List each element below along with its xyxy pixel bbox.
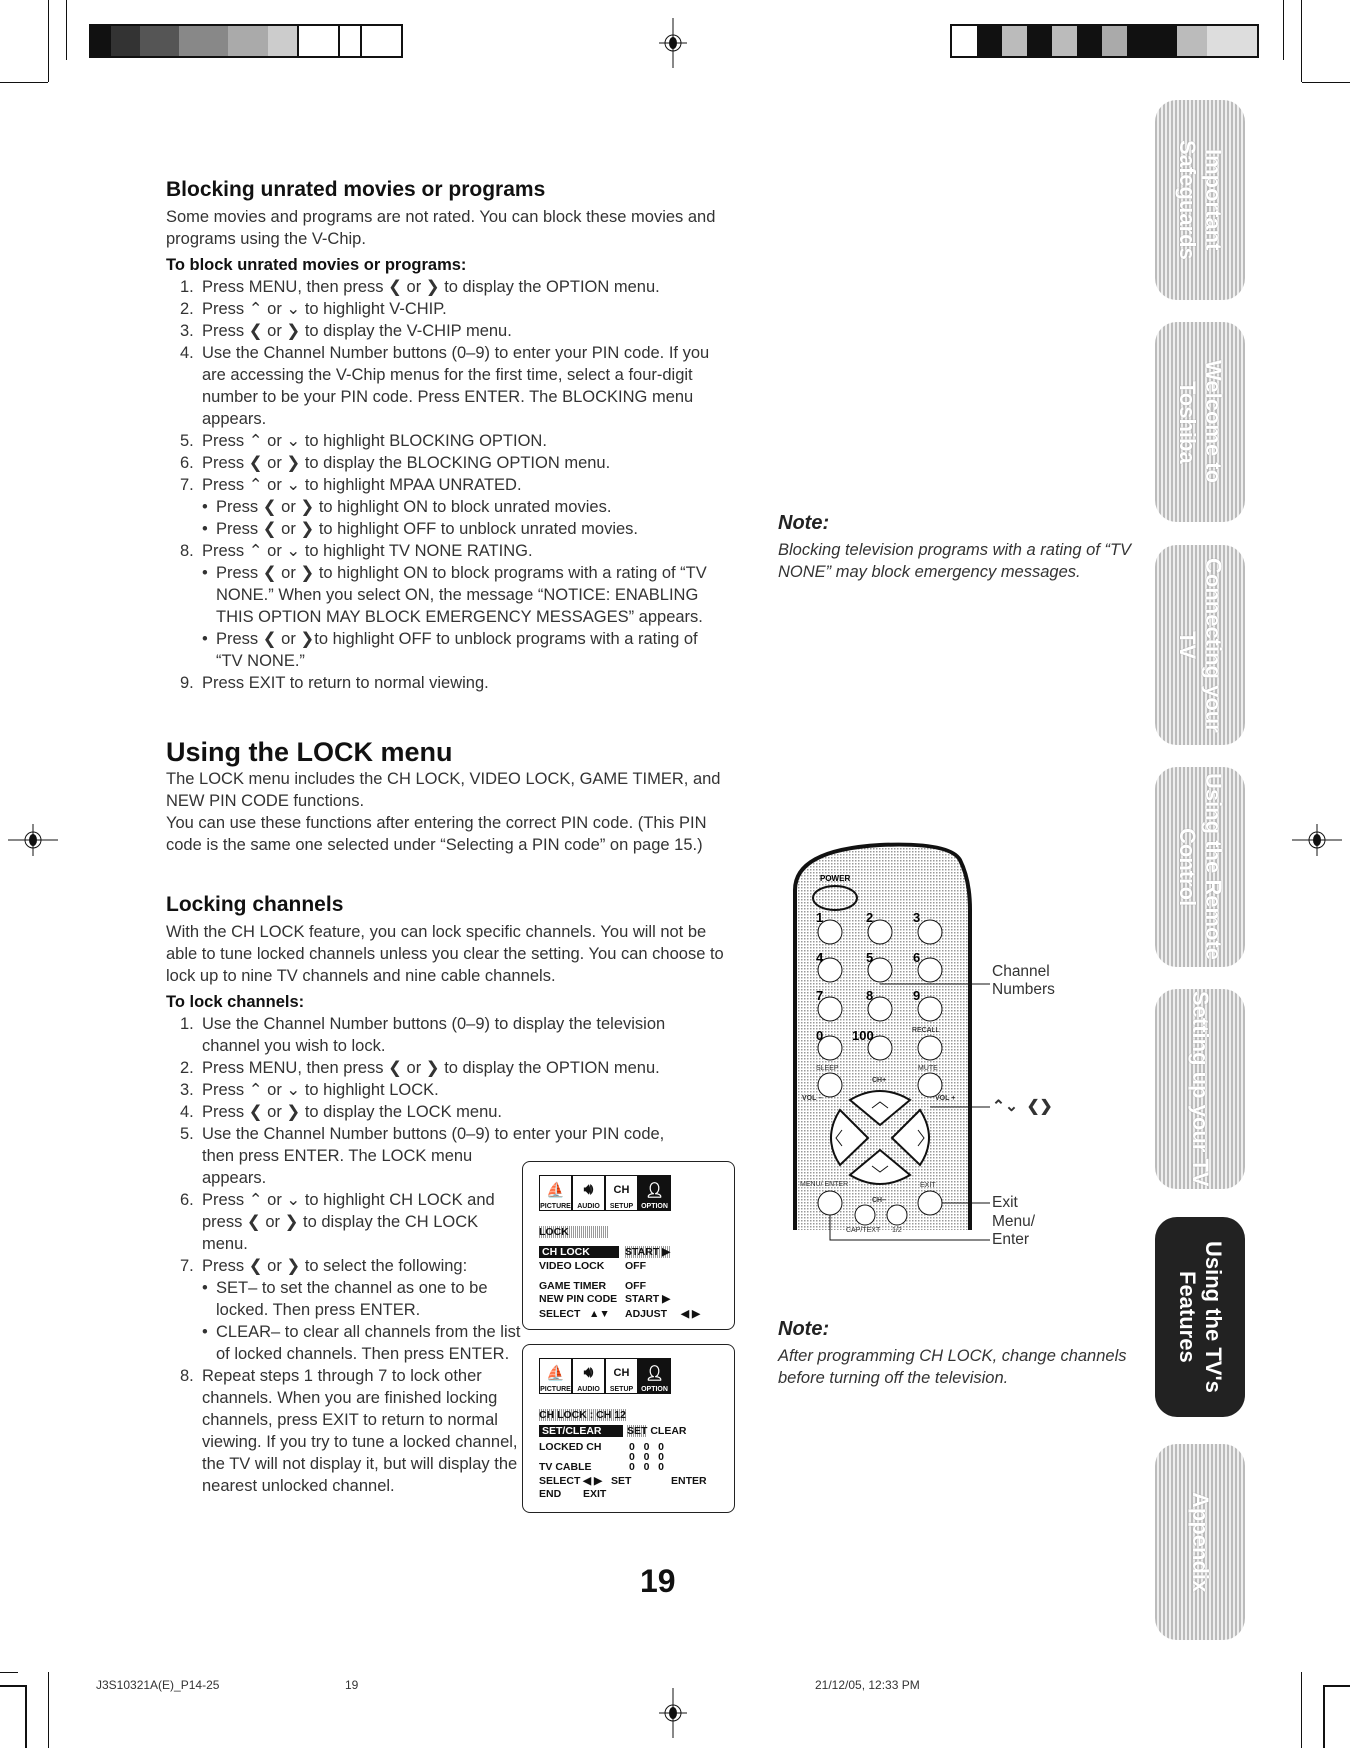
- svg-text:100: 100: [852, 1028, 874, 1043]
- crop-mark: [25, 1685, 27, 1748]
- section-heading: Blocking unrated movies or programs: [166, 178, 546, 201]
- menu-enter-label: MENU/ ENTER: [800, 1181, 849, 1188]
- section-heading: Using the LOCK menu: [166, 737, 453, 767]
- footer-label: SELECT: [539, 1475, 581, 1487]
- step-item: [166, 1255, 521, 1365]
- step-text: then press ENTER. The LOCK menu appears.: [202, 1147, 473, 1187]
- ch-up-label: CH+: [872, 1077, 887, 1084]
- side-tab-connecting[interactable]: [1155, 545, 1245, 745]
- footer-file: J3S10321A(E)_P14-25: [96, 1678, 220, 1692]
- step-item: [166, 1123, 726, 1145]
- side-tab-remote-control[interactable]: [1155, 767, 1245, 967]
- paragraph: You can use these functions after entering the correct PIN code. (This PIN code is the same one selected under “Selecting a PIN code” on page 15.): [166, 814, 707, 854]
- step-item: [166, 276, 726, 298]
- step-item: [166, 342, 726, 430]
- label-numbers: Numbers: [992, 981, 1055, 998]
- label-menu: Menu/: [992, 1213, 1036, 1230]
- menu-row-label: GAME TIMER: [539, 1280, 607, 1292]
- side-tab-label: Connecting your TV: [1175, 557, 1226, 733]
- step-text: Press ❮ or ❯ to display the BLOCKING OPTION menu.: [202, 454, 611, 472]
- footer-date: 21/12/05, 12:33 PM: [815, 1678, 920, 1692]
- svg-text:RECALL: RECALL: [912, 1027, 940, 1034]
- step-item: [166, 1365, 521, 1497]
- step-item: [166, 1079, 726, 1101]
- step-number: 1.: [180, 278, 194, 296]
- svg-text:6: 6: [913, 950, 921, 965]
- page-number: 19: [640, 1563, 676, 1599]
- crop-mark: [0, 1672, 18, 1673]
- step-text: Press ⌃ or ⌄ to highlight BLOCKING OPTION.: [202, 432, 547, 450]
- footer-label: SELECT: [539, 1308, 581, 1320]
- side-tab-tv-features[interactable]: [1155, 1217, 1245, 1417]
- step-number: 7.: [180, 476, 194, 494]
- footer-keys: ◀ ▶: [681, 1308, 701, 1320]
- color-registration-bar: [89, 24, 403, 58]
- step-bullet: • Press ❮ or ❯ to highlight ON to block unrated movies.: [202, 496, 726, 518]
- clear-option: CLEAR: [650, 1425, 687, 1437]
- menu-row-value: OFF: [625, 1260, 646, 1272]
- procedure-heading: To lock channels:: [166, 993, 305, 1011]
- step-item: [166, 320, 726, 342]
- step-number: 6.: [180, 1191, 194, 1209]
- svg-text:5: 5: [866, 950, 874, 965]
- menu-icon-bar: [539, 1175, 671, 1211]
- vol-down-label: VOL –: [802, 1095, 823, 1102]
- step-number: 3.: [180, 1081, 194, 1099]
- crop-mark: [1301, 1672, 1302, 1748]
- vol-up-label: VOL +: [935, 1095, 956, 1102]
- side-tab-label: Using the TV's Features: [1175, 1241, 1226, 1393]
- side-tab-setting-up[interactable]: [1155, 989, 1245, 1189]
- note-emergency: [778, 512, 1158, 583]
- audio-icon: 🔊︎ AUDIO: [572, 1358, 605, 1394]
- registration-target-icon: [655, 1688, 691, 1738]
- footer-keys: ▲▼: [589, 1308, 610, 1320]
- menu-row-label: TV CABLE: [539, 1461, 592, 1473]
- section-intro: With the CH LOCK feature, you can lock specific channels. You will not be able to tune locked channels unless you clear the setting. You can choose to lock up to nine TV channels and nine cable channels.: [166, 923, 724, 985]
- cap-text-label: CAP/TEXT: [846, 1227, 881, 1234]
- exit-label: EXIT: [920, 1182, 936, 1189]
- menu-row-value: OFF: [625, 1280, 646, 1292]
- side-tab-appendix[interactable]: [1155, 1444, 1245, 1640]
- crop-mark: [48, 1672, 49, 1748]
- menu-title: LOCK: [539, 1226, 609, 1238]
- step-item: [166, 1189, 521, 1255]
- footer-label: ADJUST: [625, 1308, 668, 1320]
- step-item: [166, 1057, 726, 1079]
- menu-title: CH LOCK : CH 12: [539, 1409, 626, 1421]
- lock-menu-section: [166, 737, 736, 856]
- step-text: Press MENU, then press ❮ or ❯ to display the OPTION menu.: [202, 278, 660, 296]
- step-item: [166, 452, 726, 474]
- svg-text:4: 4: [816, 950, 824, 965]
- crop-mark: [48, 0, 49, 82]
- step-item: [166, 1013, 726, 1057]
- mute-label: MUTE: [918, 1065, 938, 1072]
- registration-target-icon: [8, 820, 58, 860]
- menu-row-label: CH LOCK: [539, 1246, 619, 1258]
- footer-label: END: [539, 1488, 562, 1500]
- menu-row-label: SET/CLEAR: [539, 1425, 623, 1437]
- menu-row-value: START ▶: [625, 1293, 671, 1305]
- option-icon: 👤︎ OPTION: [638, 1175, 671, 1211]
- step-number: 2.: [180, 1059, 194, 1077]
- step-bullet: • SET– to set the channel as one to be locked. Then press ENTER.: [202, 1277, 521, 1321]
- picture-icon: ⛵ PICTURE: [539, 1358, 572, 1394]
- registration-target-icon: [655, 18, 691, 68]
- setup-icon: CH SETUP: [605, 1175, 638, 1211]
- step-number: 5.: [180, 1125, 194, 1143]
- step-text: Press ❮ or ❯ to display the V-CHIP menu.: [202, 322, 512, 340]
- step-number: 7.: [180, 1257, 194, 1275]
- step-text: Press ⌃ or ⌄ to highlight TV NONE RATING.: [202, 542, 533, 560]
- note-text: Blocking television programs with a rating of “TV NONE” may block emergency messages.: [778, 541, 1132, 581]
- menu-row-value: START ▶: [625, 1246, 671, 1258]
- step-item: [166, 672, 726, 694]
- step-text: Use the Channel Number buttons (0–9) to enter your PIN code. If you are accessing the V-Chip menus for the first time, select a four-digit number to be your PIN code. Press ENTER. The BLOCKING menu appears.: [202, 344, 710, 428]
- menu-row-label: LOCKED CH: [539, 1441, 602, 1453]
- svg-text:1: 1: [816, 910, 824, 925]
- side-tab-label: Using the Remote Control: [1175, 773, 1226, 961]
- locked-channel-values: 0 0 0: [629, 1461, 665, 1473]
- step-text: Use the Channel Number buttons (0–9) to enter your PIN code,: [202, 1125, 665, 1143]
- lock-steps-list: [166, 1145, 521, 1497]
- step-number: 9.: [180, 674, 194, 692]
- step-number: 8.: [180, 542, 194, 560]
- crop-mark: [1301, 0, 1302, 82]
- side-tab-label: Appendix: [1188, 1491, 1213, 1593]
- step-item: [166, 430, 726, 452]
- svg-text:8: 8: [866, 988, 874, 1003]
- note-text: After programming CH LOCK, change channels before turning off the television.: [778, 1347, 1127, 1387]
- blocking-steps-list: [166, 276, 726, 694]
- sleep-label: SLEEP: [816, 1065, 839, 1072]
- footer-keys: ◀ ▶: [583, 1475, 603, 1487]
- procedure-heading: To block unrated movies or programs:: [166, 256, 467, 274]
- step-text: Use the Channel Number buttons (0–9) to display the television channel you wish to lock.: [202, 1015, 666, 1055]
- crop-mark: [1302, 82, 1350, 83]
- step-number: 3.: [180, 322, 194, 340]
- label-enter: Enter: [992, 1231, 1030, 1248]
- crop-mark: [0, 82, 48, 83]
- step-bullet: • Press ❮ or ❯ to highlight ON to block programs with a rating of “TV NONE.” When you select ON, the message “NOTICE: ENABLING THIS OPTION MAY BLOCK EMERGENCY MESSAGES” appears.: [202, 562, 726, 628]
- step-item: [166, 540, 726, 672]
- step-text: Press EXIT to return to normal viewing.: [202, 674, 489, 692]
- set-option: SET: [627, 1425, 648, 1437]
- step-text: Press ❮ or ❯ to display the LOCK menu.: [202, 1103, 503, 1121]
- locked-channel-values: 0 0 0: [629, 1441, 665, 1453]
- power-label: POWER: [820, 874, 851, 883]
- remote-control-illustration: [780, 800, 1100, 1260]
- side-tab-label: Important Safeguards: [1175, 140, 1226, 260]
- footer-label: ENTER: [671, 1475, 707, 1487]
- side-tab-label: Setting up your TV: [1188, 991, 1213, 1187]
- footer-page: 19: [345, 1678, 359, 1692]
- crop-mark: [1323, 1685, 1325, 1748]
- step-number: 8.: [180, 1367, 194, 1385]
- svg-text:0: 0: [816, 1028, 824, 1043]
- note-ch-lock: [778, 1318, 1138, 1389]
- step-bullet: • Press ❮ or ❯ to highlight OFF to unblock unrated movies.: [202, 518, 726, 540]
- step-text: Repeat steps 1 through 7 to lock other channels. When you are finished locking channels, press EXIT to return to normal viewing. If you try to tune a locked channel, the TV will not display it, but will display the nearest unlocked channel.: [202, 1367, 518, 1495]
- menu-row-label: NEW PIN CODE: [539, 1293, 618, 1305]
- crop-mark: [1283, 0, 1284, 60]
- crop-mark: [0, 1685, 25, 1687]
- step-bullet: • Press ❮ or ❯to highlight OFF to unblock programs with a rating of “TV NONE.”: [202, 628, 726, 672]
- label-arrow-keys: ⌃⌄ ❮❯: [992, 1098, 1053, 1115]
- crop-mark: [1325, 1685, 1350, 1687]
- step-text: Press ⌃ or ⌄ to highlight MPAA UNRATED.: [202, 476, 522, 494]
- note-heading: Note:: [778, 512, 830, 534]
- audio-icon: 🔊︎ AUDIO: [572, 1175, 605, 1211]
- crop-mark: [66, 0, 67, 60]
- svg-text:3: 3: [913, 910, 921, 925]
- side-tab-label: Welcome to Toshiba: [1175, 360, 1226, 484]
- registration-target-icon: [1292, 820, 1342, 860]
- note-heading: Note:: [778, 1318, 830, 1340]
- ch-lock-menu-screen: [522, 1344, 735, 1513]
- step-item: [166, 1101, 726, 1123]
- label-channel: Channel: [992, 963, 1050, 980]
- step-text: Press ⌃ or ⌄ to highlight V-CHIP.: [202, 300, 447, 318]
- menu-icon-bar: [539, 1358, 671, 1394]
- step-item: [166, 298, 726, 320]
- svg-text:2: 2: [866, 910, 874, 925]
- half-label: 1/2: [892, 1227, 902, 1234]
- lock-menu-screen: [522, 1161, 735, 1330]
- menu-row-label: VIDEO LOCK: [539, 1260, 605, 1272]
- step-text: Press ❮ or ❯ to select the following:: [202, 1257, 468, 1275]
- section-heading: Locking channels: [166, 893, 344, 916]
- label-exit: Exit: [992, 1194, 1018, 1211]
- step-text: Press ⌃ or ⌄ to highlight LOCK.: [202, 1081, 439, 1099]
- step-item: [166, 474, 726, 540]
- svg-text:9: 9: [913, 988, 921, 1003]
- step-number: 6.: [180, 454, 194, 472]
- section-intro: Some movies and programs are not rated. You can block these movies and programs using the V-Chip.: [166, 208, 716, 248]
- blocking-section: [166, 178, 736, 694]
- step-text: Press MENU, then press ❮ or ❯ to display the OPTION menu.: [202, 1059, 660, 1077]
- side-tab-welcome[interactable]: [1155, 322, 1245, 522]
- step-number: 5.: [180, 432, 194, 450]
- color-registration-bar: [950, 24, 1259, 58]
- lock-steps-list: [166, 1013, 726, 1145]
- step-text: Press ⌃ or ⌄ to highlight CH LOCK and press ❮ or ❯ to display the CH LOCK menu.: [202, 1191, 495, 1253]
- step-bullet: • CLEAR– to clear all channels from the list of locked channels. Then press ENTER.: [202, 1321, 521, 1365]
- step-number: 4.: [180, 1103, 194, 1121]
- step-number: 1.: [180, 1015, 194, 1033]
- step-item: [166, 1145, 521, 1189]
- setup-icon: CH SETUP: [605, 1358, 638, 1394]
- picture-icon: ⛵ PICTURE: [539, 1175, 572, 1211]
- ch-down-label: CH–: [872, 1197, 887, 1204]
- footer-label: SET: [611, 1475, 632, 1487]
- option-icon: 👤︎ OPTION: [638, 1358, 671, 1394]
- svg-text:7: 7: [816, 988, 824, 1003]
- locked-channel-values: 0 0 0: [629, 1451, 665, 1463]
- paragraph: The LOCK menu includes the CH LOCK, VIDEO LOCK, GAME TIMER, and NEW PIN CODE functions.: [166, 770, 721, 810]
- step-number: 2.: [180, 300, 194, 318]
- step-number: 4.: [180, 344, 194, 362]
- footer-label: EXIT: [583, 1488, 607, 1500]
- side-tab-important-safeguards[interactable]: [1155, 100, 1245, 300]
